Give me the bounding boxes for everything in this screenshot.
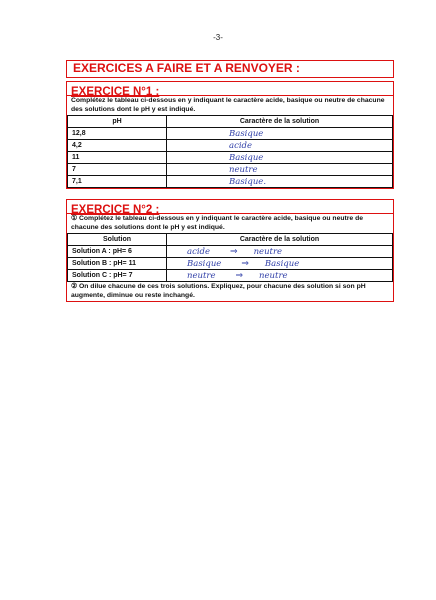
table-row <box>68 246 393 258</box>
ph-value: 12,8 <box>68 128 167 140</box>
arrow-icon: ⇒ <box>230 246 238 257</box>
table-row <box>68 270 393 282</box>
question-2-text: On dilue chacune de ces trois solutions. Expliquez, pour chacune des solution si son pH augmente, diminue ou reste inchangé. <box>71 283 366 299</box>
question-1-text: Complétez le tableau ci-dessous en y indiquant le caractère acide, basique ou neutre de chacune des solutions dont le pH y est indiqué. <box>71 215 364 231</box>
page-number: -3- <box>213 33 223 42</box>
arrow-icon: ⇒ <box>235 270 244 281</box>
handwritten-answer: acide <box>167 140 393 152</box>
table-row <box>68 258 393 270</box>
answer-after: neutre <box>259 270 288 281</box>
solution-label: Solution B : pH= 11 <box>68 258 167 270</box>
table-header-row <box>68 234 393 246</box>
exercise-2-heading: EXERCICE N°2 : <box>71 204 160 216</box>
solution-label: Solution A : pH= 6 <box>68 246 167 258</box>
handwritten-answer <box>167 270 393 282</box>
ph-value: 11 <box>68 152 167 164</box>
exercise-2-header <box>66 199 394 214</box>
arrow-icon: ⇒ <box>241 258 249 269</box>
exercise-1-heading: EXERCICE N°1 : <box>71 86 160 98</box>
table-row <box>68 164 393 176</box>
handwritten-answer: neutre <box>167 164 393 176</box>
answer-before: neutre <box>187 270 216 281</box>
answer-after: Basique <box>264 258 300 269</box>
column-header-solution: Solution <box>68 234 167 246</box>
exercise-1-box <box>66 95 394 189</box>
handwritten-answer: Basique <box>167 152 393 164</box>
question-2-number: ② <box>71 283 78 291</box>
question-2 <box>67 282 393 301</box>
answer-before: Basique <box>187 258 222 269</box>
handwritten-answer: Basique. <box>167 176 393 188</box>
table-row <box>68 152 393 164</box>
column-header-ph: pH <box>68 116 167 128</box>
solution-label: Solution C : pH= 7 <box>68 270 167 282</box>
exercise-1-table <box>67 115 393 188</box>
exercise-2-box <box>66 213 394 302</box>
table-header-row <box>68 116 393 128</box>
ph-value: 4,2 <box>68 140 167 152</box>
answer-after: neutre <box>253 246 283 257</box>
ph-value: 7 <box>68 164 167 176</box>
ph-value: 7,1 <box>68 176 167 188</box>
handwritten-answer <box>167 258 393 270</box>
column-header-character: Caractère de la solution <box>167 234 393 246</box>
answer-before: acide <box>187 246 211 257</box>
question-1-number: ① <box>71 215 78 222</box>
handwritten-answer <box>167 246 393 258</box>
handwritten-answer: Basique <box>167 128 393 140</box>
table-row <box>68 128 393 140</box>
exercise-2-table <box>67 233 393 282</box>
column-header-character: Caractère de la solution <box>167 116 393 128</box>
exercise-2-instruction <box>67 214 393 233</box>
exercise-1-header <box>66 81 394 96</box>
table-row <box>68 176 393 188</box>
worksheet-title: EXERCICES A FAIRE ET A RENVOYER : <box>66 60 394 78</box>
exercise-1-instruction: Complétez le tableau ci-dessous en y indiquant le caractère acide, basique ou neutre de chacune des solutions dont le pH y est indiqué. <box>71 97 385 113</box>
table-row <box>68 140 393 152</box>
